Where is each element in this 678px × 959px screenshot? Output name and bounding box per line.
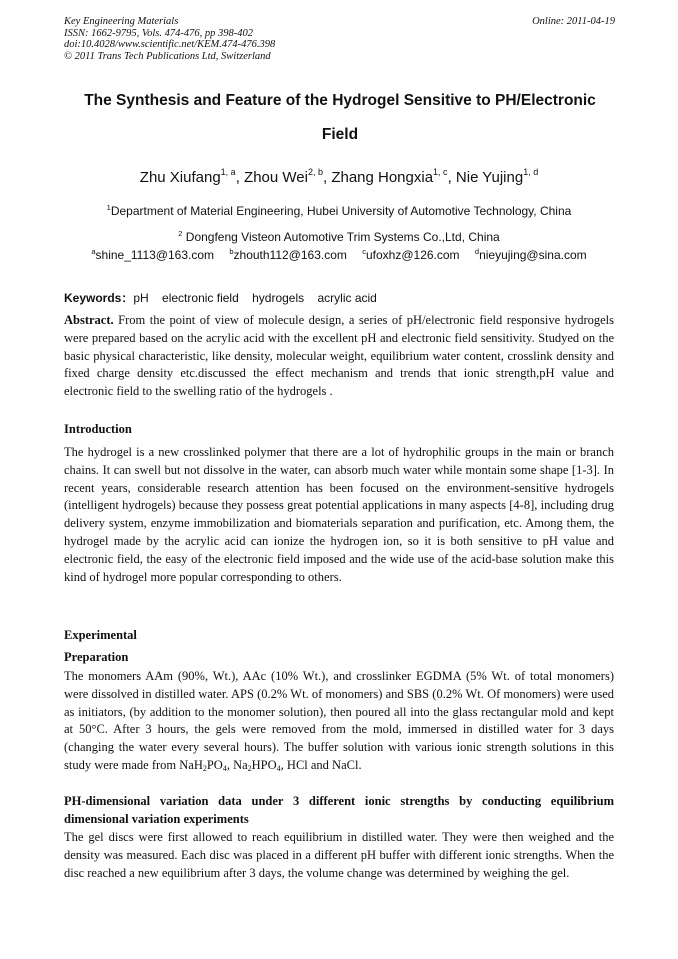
keyword: pH [133,291,149,305]
keyword: hydrogels [252,291,305,305]
abstract [64,312,614,401]
keywords [64,289,387,306]
journal-header [64,16,275,62]
chem-subscript: 2 [247,763,252,773]
keyword: electronic field [162,291,239,305]
introduction-text: The hydrogel is a new crosslinked polymer that there are a lot of hydrophilic groups in the main or branch chains. It can swell but not dissolve in the water, can absorb much water while montain some shape [1-3]. In recent years, considerable research attention has been focused on the environment-sensitive hydrogels (intelligent hydrogels) because they possess great potential applications in many aspects [4-8], including drug delivery system, enzyme immobilization and biomaterials separation and purification, etc. Among them, the hydrogel made by the acrylic acid can ionize the hydrogen ion, so it is both sensitive to pH value and electronic field, the easy of the electronic field imposed and the wide use of the acid-base solution make this kind of hydrogel more popular corresponding to others. [64,445,614,584]
abstract-label: Abstract. [64,313,114,327]
issn-line: ISSN: 1662-9795, Vols. 474-476, pp 398-402 [64,27,253,39]
email-sup: d [474,247,480,256]
preparation-text-part: The monomers AAm (90%, Wt.), AAc (10% Wt.), and crosslinker EGDMA (5% Wt. of total monomers) were dissolved in distilled water. APS (0.2% Wt. of monomers) and SBS (0.2% Wt. Of monomers) were used as initiators, (by addition to the monomer solution), then poured all into the glass rectangular mold and kept at 50°C. After 3 hours, the gels were removed from the mold, immersed in distilled water for 3 days (changing the water every several hours). The buffer solution with various ionic strength solutions in this study were made from NaH [64,669,614,772]
author-list: Zhu Xiufang$^{1, a}$, Zhou Wei$^{2, b}$, Zhang Hongxia$^{1, c}$, Nie Yujing$^{1, d}$ [139,167,539,186]
email-address[interactable]: ufoxhz@126.com [365,248,460,262]
paper-title-line-2: Field [321,126,359,143]
affiliation-1 [0,203,678,218]
ph-section-heading: PH-dimensional variation data under 3 different ionic strengths by conducting equilibrium dimensional variation experiments [64,794,614,826]
online-date: Online: 2011-04-19 [532,16,615,27]
abstract-text: From the point of view of molecule design, a series of pH/electronic field responsive hydrogels were prepared based on the acrylic acid with the excellent pH and electronic field sensitivity. Studyed on the basic physical characteristic, like density, molecular weight, equilibrium water content, crosslink density and fixed charge density etc.discussed the effect mechanism and trends that ionic strength,pH value and electronic field to the swelling ratio of the hydrogels . [64,313,614,399]
author-name: Zhu Xiufang [139,169,221,186]
chem-text: HPO [251,757,277,772]
experimental-heading: Experimental [64,628,137,642]
preparation-text [64,668,614,778]
chem-subscript: 4 [222,763,227,773]
author-sup: 1, c [433,167,448,177]
author-sup: 1, a [220,167,236,177]
email-address[interactable]: nieyujing@sina.com [479,248,587,262]
chem-subscript: 2 [202,763,207,773]
email-sup: b [229,247,234,256]
copyright-line: © 2011 Trans Tech Publications Ltd, Switzerland [64,50,271,62]
keywords-label: Keywords： [64,291,134,305]
doi-line: doi:10.4028/www.scientific.net/KEM.474-476.398 [64,39,276,50]
journal-name: Key Engineering Materials [64,16,179,27]
chem-text: PO [206,757,223,772]
paper-title-line-1: The Synthesis and Feature of the Hydrogel Sensitive to PH/Electronic [84,92,596,109]
affiliation-text: Department of Material Engineering, Hubei University of Automotive Technology, China [110,204,572,218]
affiliation-text: Dongfeng Visteon Automotive Trim Systems Co.,Ltd, China [185,230,500,244]
chem-subscript: 4 [276,763,281,773]
affiliation-sup: 1 [106,203,111,212]
ph-section-text: The gel discs were first allowed to reach equilibrium in distilled water. They were then weighed and the density was measured. Each disc was placed in a different pH buffer with different ionic strengths. When the disc reached a new equilibrium after 3 days, the volume change was determined by weighing the gel. [64,830,614,880]
author-sup: 1, d [523,167,539,177]
introduction-heading: Introduction [64,422,132,436]
email-address[interactable]: zhouth112@163.com [233,248,347,262]
author-name: Nie Yujing [455,169,524,186]
keyword: acrylic acid [317,291,377,305]
preparation-text-part: , HCl and NaCl. [280,757,362,772]
author-sup: 2, b [307,167,323,177]
author-name: Zhang Hongxia [331,169,434,186]
affiliation-sup: 2 [178,229,183,238]
email-address[interactable]: shine_1113@163.com [95,248,214,262]
affiliation-2 [0,229,678,244]
email-sup: a [91,247,96,256]
preparation-heading: Preparation [64,650,129,664]
chem-text: , Na [226,757,248,772]
author-name: Zhou Wei [244,169,308,186]
email-sup: c [362,247,366,256]
email-list [0,247,678,262]
